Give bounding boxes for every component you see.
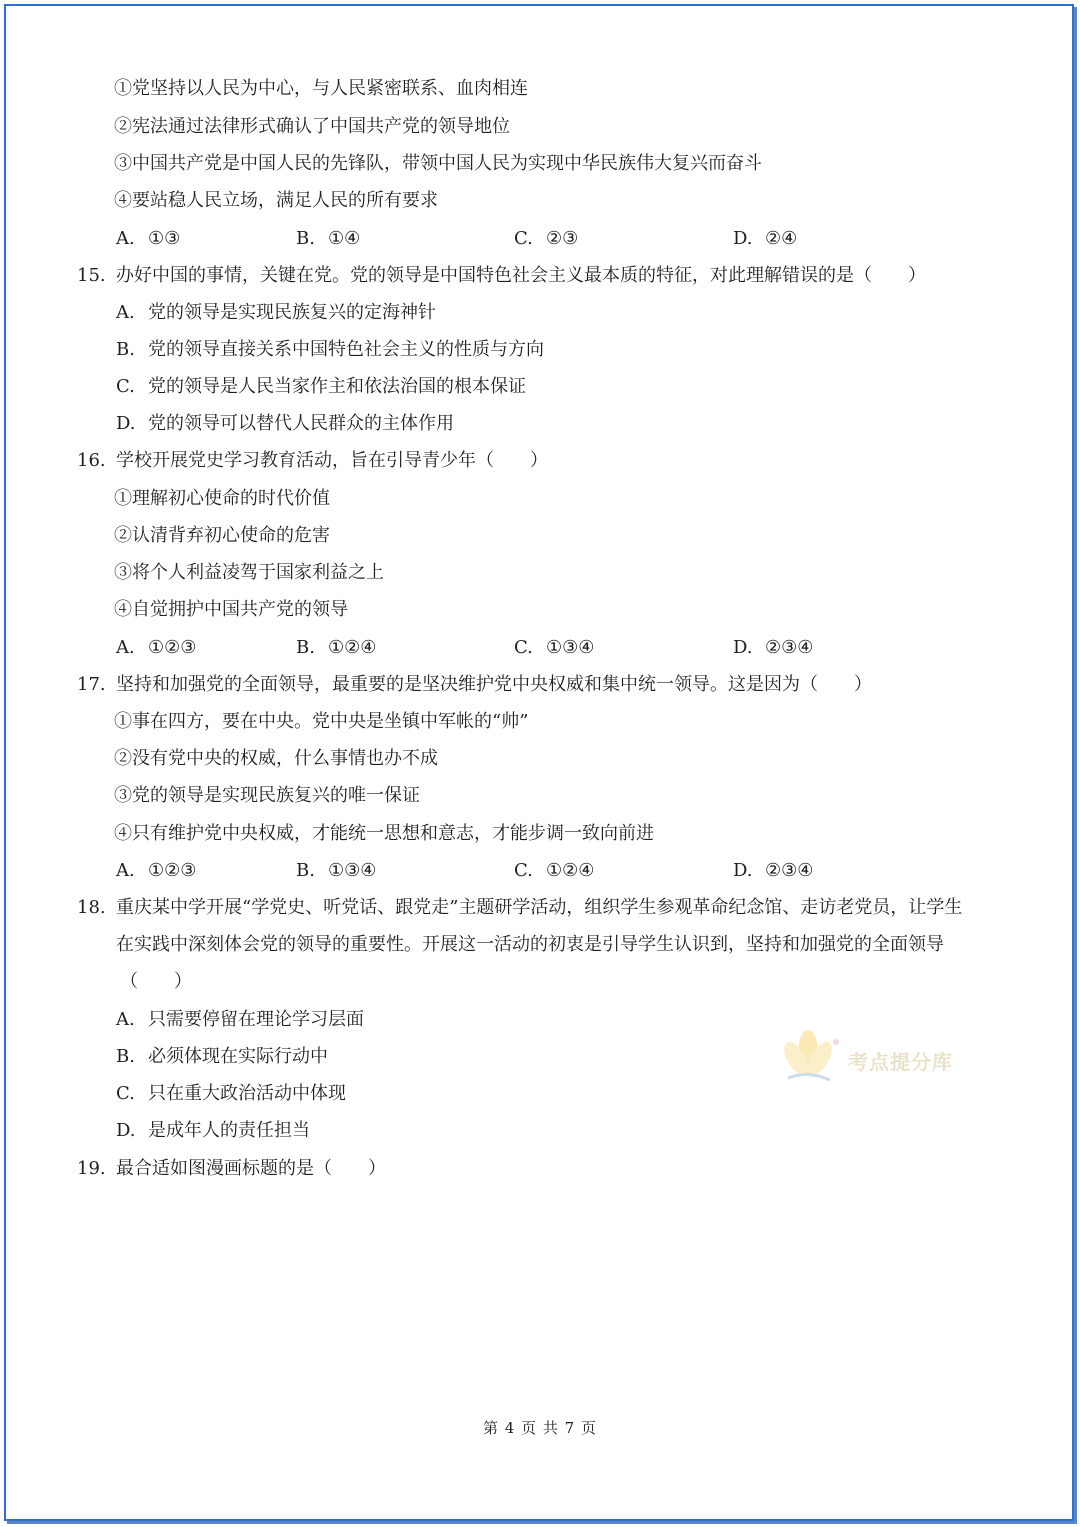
q18-stem-line-3: （ ） xyxy=(120,971,192,992)
q17-item-2: ②没有党中央的权威，什么事情也办不成 xyxy=(114,748,438,769)
lotus-icon xyxy=(778,1022,858,1092)
q17-item-4: ④只有维护党中央权威，才能统一思想和意志，才能步调一致向前进 xyxy=(114,823,654,844)
q17-choice-b: B. ①③④ xyxy=(296,860,377,881)
q16-item-1: ①理解初心使命的时代价值 xyxy=(114,488,330,509)
q14-item-1: ①党坚持以人民为中心，与人民紧密联系、血肉相连 xyxy=(114,78,528,99)
q17-choice-d: D. ②③④ xyxy=(733,860,814,881)
q18-number: 18. xyxy=(77,897,106,918)
q14-item-3: ③中国共产党是中国人民的先锋队，带领中国人民为实现中华民族伟大复兴而奋斗 xyxy=(114,153,762,174)
q16-choice-d: D. ②③④ xyxy=(733,637,814,658)
q15-option-c: C. 党的领导是人民当家作主和依法治国的根本保证 xyxy=(116,376,526,397)
q14-choice-d: D. ②④ xyxy=(733,228,798,249)
q14-item-4: ④要站稳人民立场，满足人民的所有要求 xyxy=(114,190,438,211)
q18-stem-line-1: 重庆某中学开展“学党史、听党话、跟党走”主题研学活动，组织学生参观革命纪念馆、走访老党员，让学生 xyxy=(116,897,963,918)
q14-choice-c: C. ②③ xyxy=(514,228,579,249)
q18-stem-line-2: 在实践中深刻体会党的领导的重要性。开展这一活动的初衷是引导学生认识到，坚持和加强党的全面领导 xyxy=(116,934,944,955)
q15-option-b: B. 党的领导直接关系中国特色社会主义的性质与方向 xyxy=(116,339,544,360)
q14-choice-b: B. ①④ xyxy=(296,228,361,249)
q18-option-a: A. 只需要停留在理论学习层面 xyxy=(116,1009,364,1030)
q15-option-a: A. 党的领导是实现民族复兴的定海神针 xyxy=(116,302,436,323)
q18-option-c: C. 只在重大政治活动中体现 xyxy=(116,1083,346,1104)
q16-item-2: ②认清背弃初心使命的危害 xyxy=(114,525,330,546)
q17-item-1: ①事在四方，要在中央。党中央是坐镇中军帐的“帅” xyxy=(114,711,529,732)
watermark-logo xyxy=(778,1022,988,1092)
q14-item-2: ②宪法通过法律形式确认了中国共产党的领导地位 xyxy=(114,116,510,137)
q17-choice-a: A. ①②③ xyxy=(116,860,197,881)
q17-item-3: ③党的领导是实现民族复兴的唯一保证 xyxy=(114,785,420,806)
q16-stem: 学校开展党史学习教育活动，旨在引导青少年（ ） xyxy=(116,450,548,471)
q16-choice-b: B. ①②④ xyxy=(296,637,377,658)
q17-number: 17. xyxy=(77,674,106,695)
q16-choice-a: A. ①②③ xyxy=(116,637,197,658)
q16-number: 16. xyxy=(77,450,106,471)
q16-choice-c: C. ①③④ xyxy=(514,637,595,658)
page-footer: 第 4 页 共 7 页 xyxy=(483,1419,597,1437)
q19-number: 19. xyxy=(77,1158,106,1179)
watermark-text: 考点提分库 xyxy=(848,1050,953,1074)
q16-item-4: ④自觉拥护中国共产党的领导 xyxy=(114,599,348,620)
q17-stem: 坚持和加强党的全面领导，最重要的是坚决维护党中央权威和集中统一领导。这是因为（ ） xyxy=(116,674,872,695)
q15-number: 15. xyxy=(77,265,106,286)
q17-choice-c: C. ①②④ xyxy=(514,860,595,881)
q18-option-b: B. 必须体现在实际行动中 xyxy=(116,1046,328,1067)
q15-option-d: D. 党的领导可以替代人民群众的主体作用 xyxy=(116,413,454,434)
q15-stem: 办好中国的事情，关键在党。党的领导是中国特色社会主义最本质的特征，对此理解错误的是（ ） xyxy=(116,265,926,286)
q18-option-d: D. 是成年人的责任担当 xyxy=(116,1120,310,1141)
q16-item-3: ③将个人利益凌驾于国家利益之上 xyxy=(114,562,384,583)
q19-stem: 最合适如图漫画标题的是（ ） xyxy=(116,1158,386,1179)
q14-choice-a: A. ①③ xyxy=(116,228,181,249)
